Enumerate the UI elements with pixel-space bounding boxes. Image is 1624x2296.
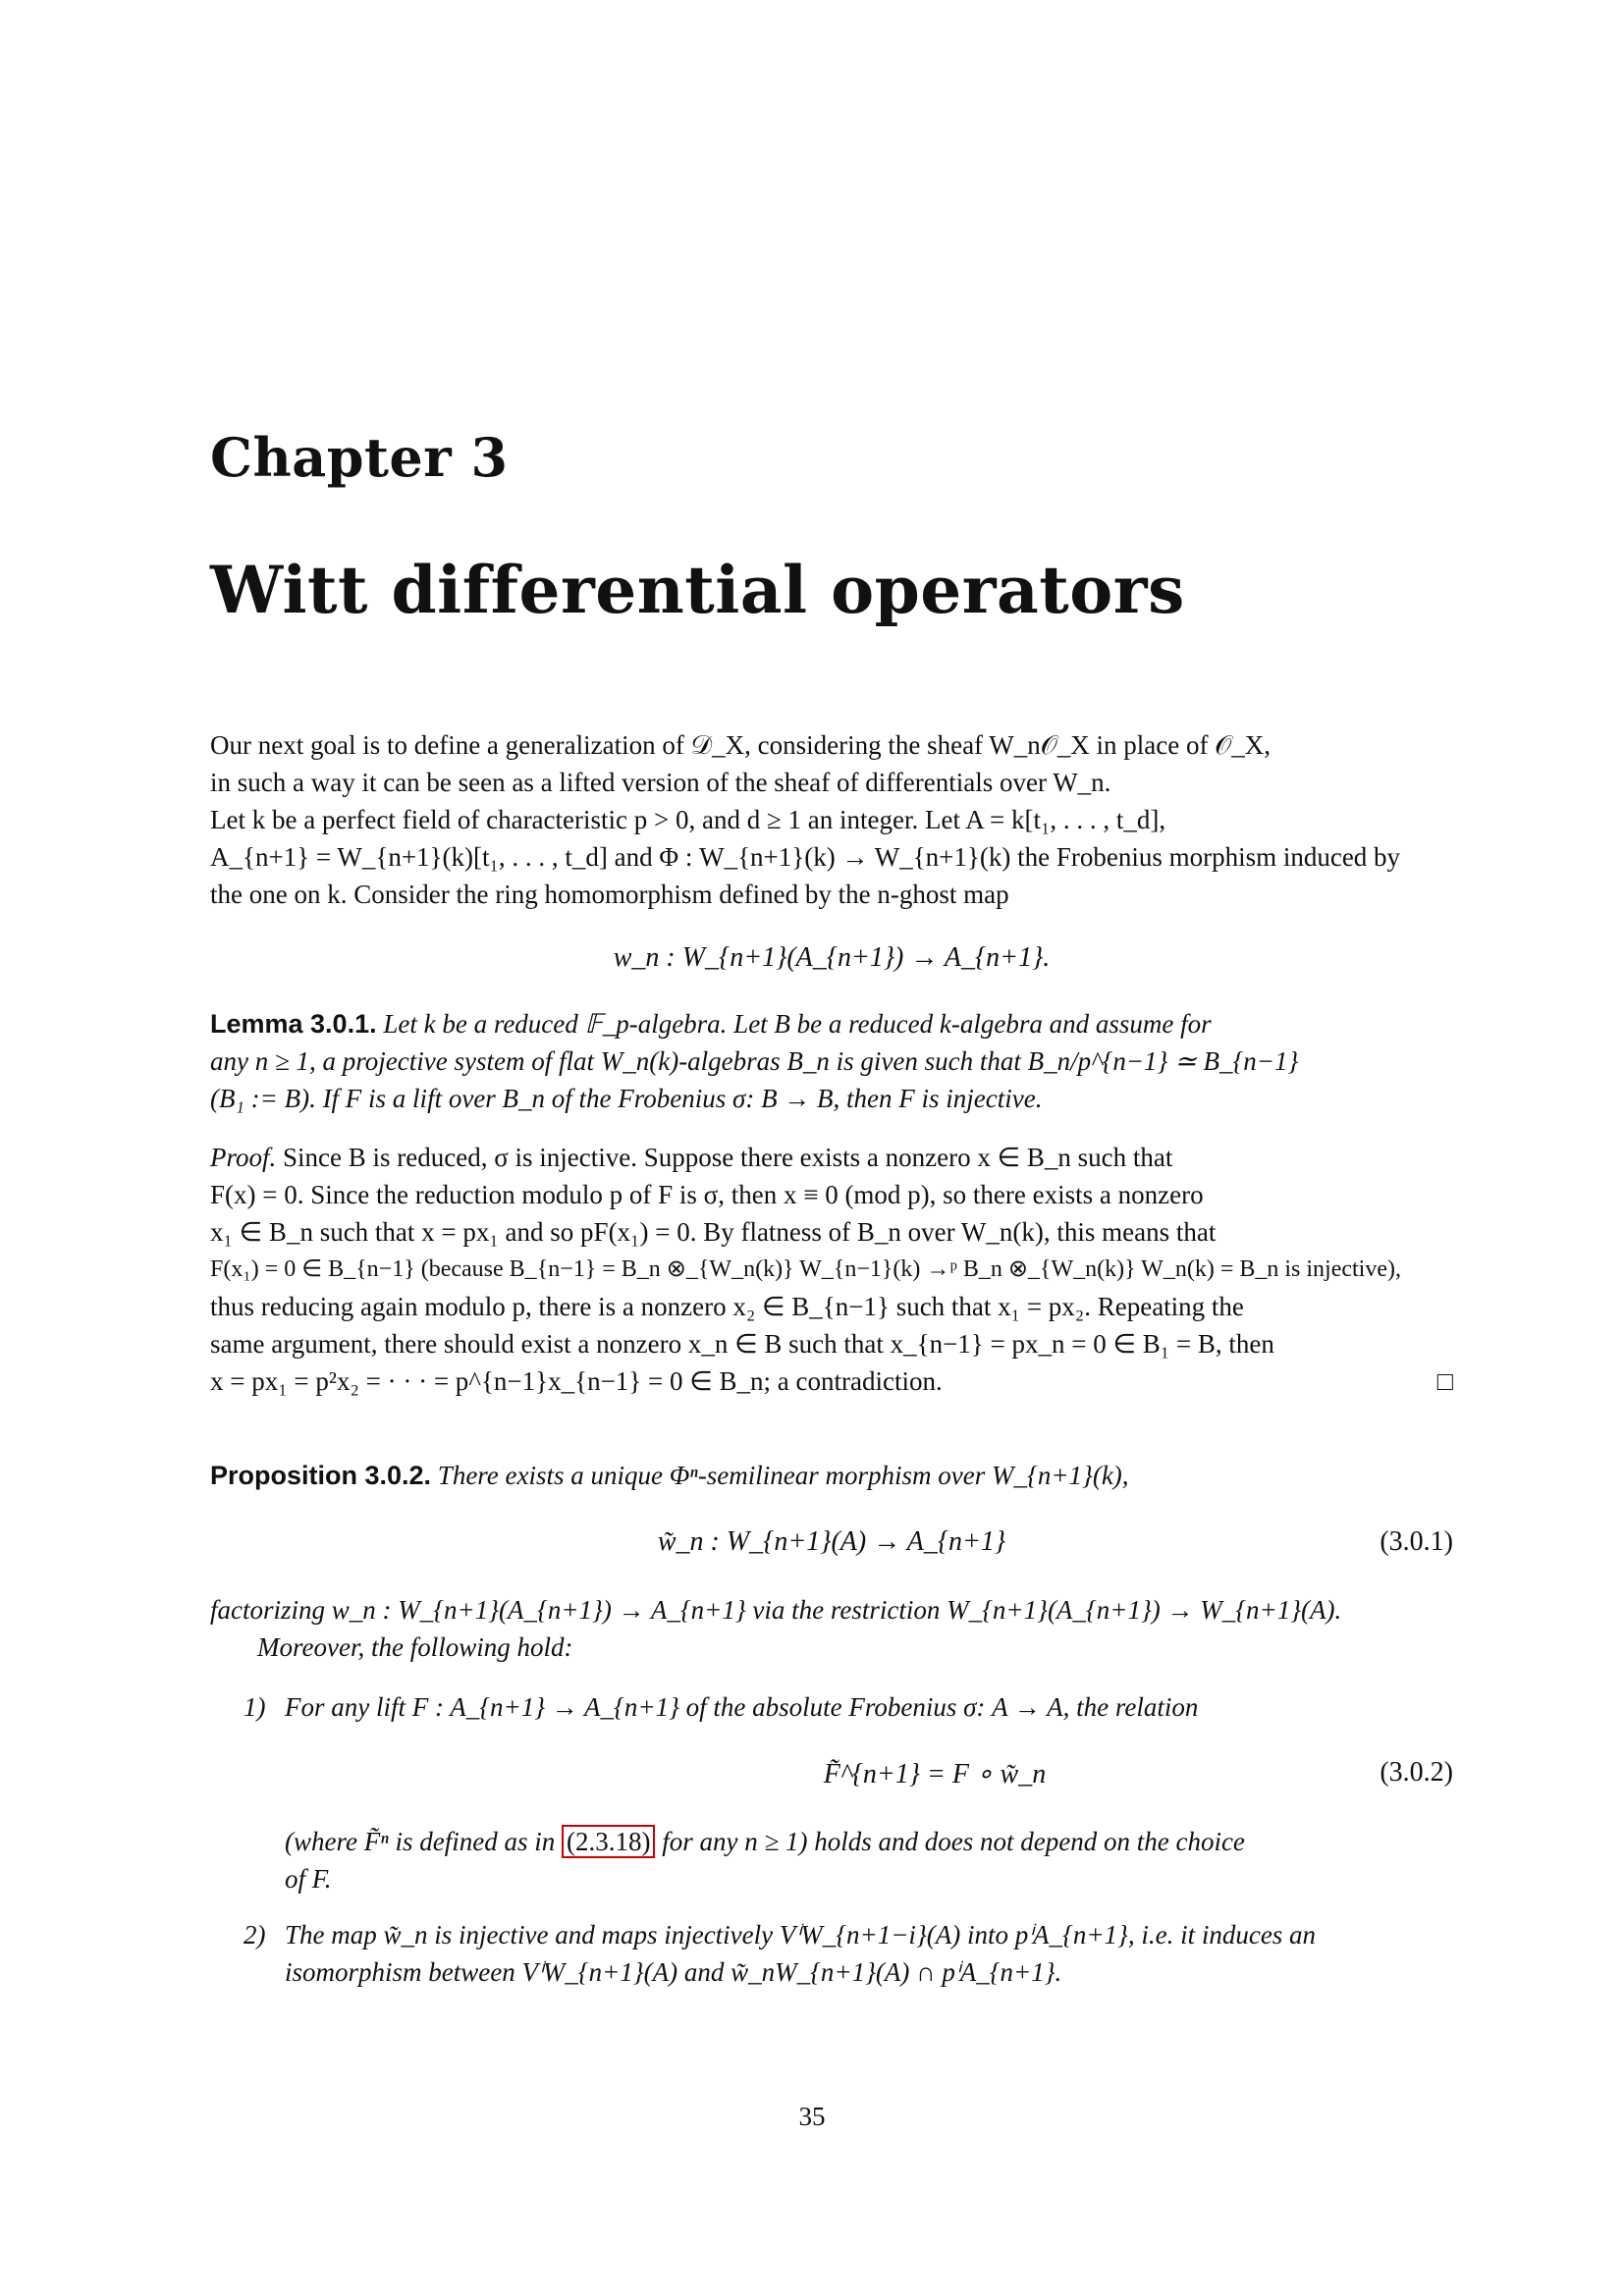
item-2-line1: The map w̃_n is injective and maps injectively VⁱW_{n+1−i}(A) into pⁱA_{n+1}, i.e. it induces an	[285, 1920, 1317, 1949]
proof-line: F(x₁) = 0 ∈ B_{n−1} (because B_{n−1} = B_n ⊗_{W_n(k)} W_{n−1}(k) →ᵖ B_n ⊗_{W_n(k)} W_n(k) = B_n is injective),	[210, 1256, 1401, 1282]
equation-3-0-2	[210, 1757, 1453, 1790]
intro-line: A_{n+1} = W_{n+1}(k)[t₁, . . . , t_d] and Φ : W_{n+1}(k) → W_{n+1}(k) the Frobenius morphism induced by	[210, 842, 1401, 872]
proof-label: Proof.	[210, 1143, 277, 1172]
lemma-block	[210, 1005, 1453, 1117]
proof-line: x = px₁ = p²x₂ = · · · = p^{n−1}x_{n−1} = 0 ∈ B_n; a contradiction.	[210, 1366, 943, 1396]
proof-line: Since B is reduced, σ is injective. Suppose there exists a nonzero x ∈ B_n such that	[283, 1143, 1173, 1172]
intro-line: the one on k. Consider the ring homomorphism defined by the n-ghost map	[210, 880, 1009, 909]
item-2-line2: isomorphism between VⁱW_{n+1}(A) and w̃_nW_{n+1}(A) ∩ pⁱA_{n+1}.	[285, 1957, 1062, 1987]
chapter-label: Chapter 3	[210, 426, 509, 489]
intro-line: in such a way it can be seen as a lifted version of the sheaf of differentials over W_n.	[210, 768, 1111, 797]
proposition-block	[210, 1457, 1453, 1494]
lemma-line: any n ≥ 1, a projective system of flat W_n(k)-algebras B_n is given such that B_n/p^{n−1} ≃ B_{n−1}	[210, 1046, 1299, 1076]
equation-3-0-1-tag: (3.0.1)	[1380, 1526, 1453, 1557]
proposition-moreover: Moreover, the following hold:	[257, 1632, 573, 1662]
equation-3-0-2-tag: (3.0.2)	[1380, 1757, 1453, 1788]
lemma-line: Let k be a reduced 𝔽_p-algebra. Let B be a reduced k-algebra and assume for	[383, 1009, 1212, 1039]
proof-line: F(x) = 0. Since the reduction modulo p of F is σ, then x ≡ 0 (mod p), so there exists a nonzero	[210, 1180, 1204, 1209]
proposition-continuation	[210, 1591, 1453, 1666]
equation-3-0-2-formula: F̃^{n+1} = F ∘ w̃_n	[823, 1759, 1047, 1789]
ghost-map-formula: w_n : W_{n+1}(A_{n+1}) → A_{n+1}.	[613, 942, 1051, 973]
proof-block	[210, 1139, 1453, 1400]
page-number: 35	[798, 2102, 826, 2131]
ghost-map-equation	[210, 942, 1453, 974]
item-1	[210, 1688, 1453, 1728]
proof-line: x₁ ∈ B_n such that x = px₁ and so pF(x₁) = 0. By flatness of B_n over W_n(k), this means that	[210, 1217, 1217, 1247]
item-1-note-line2: of F.	[285, 1864, 332, 1894]
item-1-note	[285, 1823, 1453, 1897]
chapter-title: Witt differential operators	[210, 552, 1185, 628]
proposition-factorizing: factorizing w_n : W_{n+1}(A_{n+1}) → A_{n+1} via the restriction W_{n+1}(A_{n+1}) → W_{n+1}(A).	[210, 1595, 1342, 1625]
item-1-number: 1)	[244, 1692, 266, 1722]
proposition-label: Proposition 3.0.2.	[210, 1461, 432, 1490]
item-2-number: 2)	[244, 1920, 266, 1949]
proposition-statement: There exists a unique Φⁿ-semilinear morphism over W_{n+1}(k),	[437, 1461, 1129, 1490]
item-1-note-before: (where F̃ⁿ is defined as in	[285, 1827, 556, 1856]
item-1-note-after: for any n ≥ 1) holds and does not depend on the choice	[662, 1827, 1245, 1856]
equation-reference-link[interactable]: (2.3.18)	[562, 1825, 655, 1858]
qed-symbol: □	[1436, 1366, 1453, 1396]
intro-paragraph	[210, 726, 1453, 913]
proof-line: same argument, there should exist a nonzero x_n ∈ B such that x_{n−1} = px_n = 0 ∈ B₁ = B, then	[210, 1329, 1274, 1359]
lemma-line: (B₁ := B). If F is a lift over B_n of the Frobenius σ: B → B, then F is injective.	[210, 1084, 1043, 1113]
lemma-label: Lemma 3.0.1.	[210, 1009, 377, 1039]
item-2	[210, 1916, 1453, 1991]
intro-line: Let k be a perfect field of characteristic p > 0, and d ≥ 1 an integer. Let A = k[t₁, . . . , t_d],	[210, 805, 1166, 834]
item-1-text: For any lift F : A_{n+1} → A_{n+1} of the absolute Frobenius σ: A → A, the relation	[285, 1692, 1199, 1722]
proof-line: thus reducing again modulo p, there is a nonzero x₂ ∈ B_{n−1} such that x₁ = px₂. Repeating the	[210, 1292, 1244, 1321]
equation-3-0-1	[210, 1526, 1453, 1558]
equation-3-0-1-formula: w̃_n : W_{n+1}(A) → A_{n+1}	[657, 1526, 1006, 1557]
intro-line: Our next goal is to define a generalization of 𝒟_X, considering the sheaf W_n𝒪_X in place of 𝒪_X,	[210, 730, 1271, 760]
